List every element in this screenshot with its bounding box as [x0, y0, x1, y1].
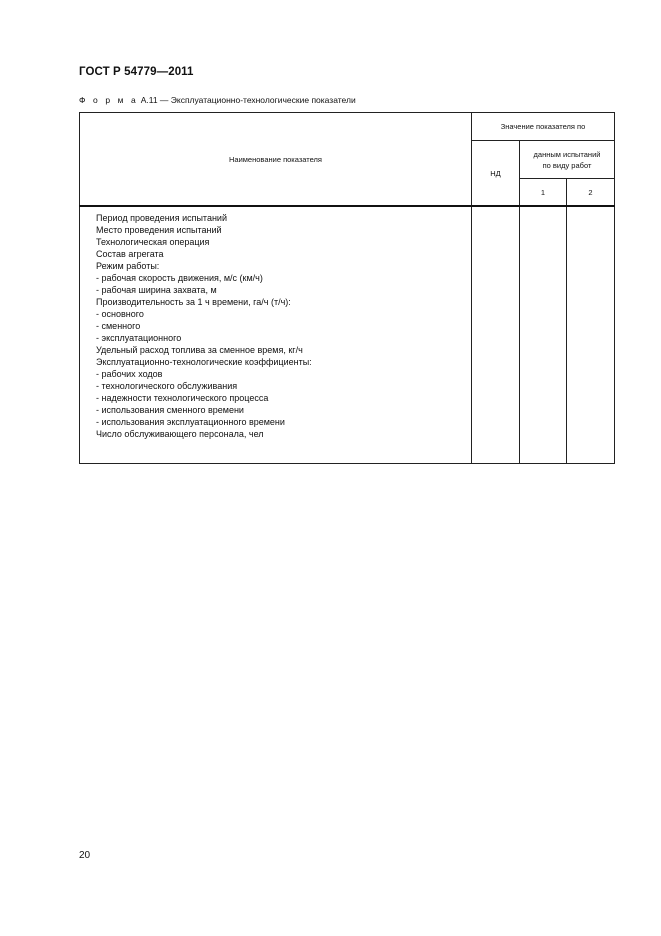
table-body-row [80, 206, 615, 464]
column-header-value-group: Значение показателя по [472, 113, 615, 141]
list-item: Место проведения испытаний [96, 225, 222, 235]
column-header-1: 1 [520, 179, 567, 207]
indicator-names-cell [80, 206, 472, 464]
tests-header-line-1: данным испытаний [533, 149, 601, 159]
list-item: - рабочая скорость движения, м/с (км/ч) [96, 273, 263, 283]
nd-value-cell[interactable] [472, 206, 520, 464]
tests-header-line-2: по виду работ [542, 160, 592, 170]
column-header-tests [520, 141, 615, 179]
list-item: Эксплуатационно-технологические коэффициенты: [96, 357, 312, 367]
list-item: - эксплуатационного [96, 333, 182, 343]
list-item: Удельный расход топлива за сменное время, кг/ч [96, 345, 303, 355]
work-type-2-value-cell[interactable] [567, 206, 615, 464]
list-item: - рабочих ходов [96, 369, 163, 379]
column-header-name: Наименование показателя [80, 113, 472, 207]
list-item: - технологического обслуживания [96, 381, 238, 391]
column-header-2: 2 [567, 179, 615, 207]
list-item: Период проведения испытаний [96, 213, 227, 223]
list-item: Состав агрегата [96, 249, 164, 259]
list-item: Технологическая операция [96, 237, 210, 247]
document-code: ГОСТ Р 54779—2011 [79, 66, 194, 78]
form-caption-title: А.11 — Эксплуатационно-технологические показатели [138, 95, 356, 105]
page-number: 20 [79, 850, 91, 861]
list-item: - использования сменного времени [96, 405, 244, 415]
list-item: - основного [96, 309, 144, 319]
indicators-table [79, 112, 615, 464]
list-item: - рабочая ширина захвата, м [96, 285, 217, 295]
list-item: Число обслуживающего персонала, чел [96, 429, 264, 439]
form-caption [79, 95, 356, 105]
form-caption-prefix: Ф о р м а [79, 95, 139, 105]
column-header-nd: НД [472, 141, 520, 207]
table-header-row-1 [80, 113, 615, 141]
list-item: - сменного [96, 321, 141, 331]
work-type-1-value-cell[interactable] [520, 206, 567, 464]
list-item: - надежности технологического процесса [96, 393, 269, 403]
list-item: Производительность за 1 ч времени, га/ч (т/ч): [96, 297, 291, 307]
list-item: Режим работы: [96, 261, 160, 271]
list-item: - использования эксплуатационного времени [96, 417, 285, 427]
